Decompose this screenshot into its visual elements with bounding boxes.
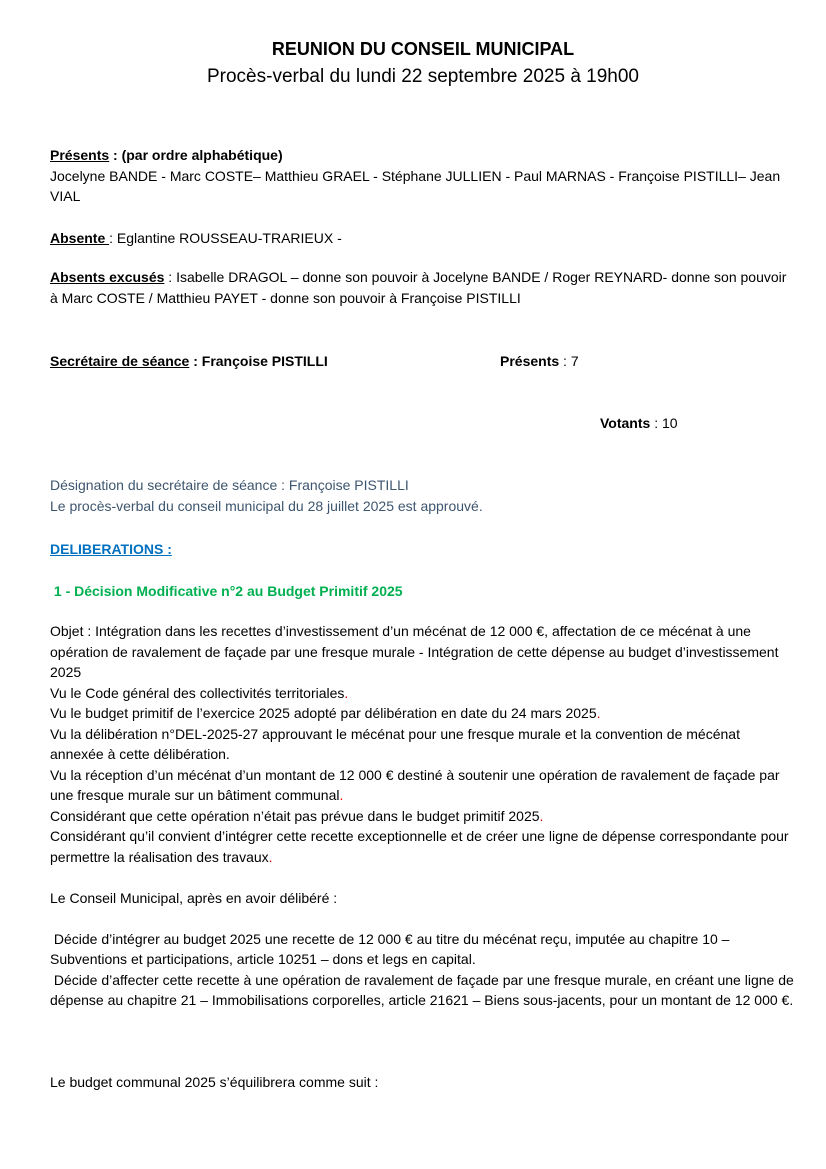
text-run: Le budget communal 2025 s’équilibrera comme suit : [50, 1073, 379, 1090]
paragraph [50, 1072, 796, 1093]
secretary-label: Secrétaire de séance [50, 353, 190, 369]
absents-excuses-label: Absents excusés [50, 269, 165, 285]
secretary-designation-line: Désignation du secrétaire de séance : Françoise PISTILLI [50, 477, 409, 493]
approval-block [50, 475, 796, 516]
text-run: Décide d’affecter cette recette à une opération de ravalement de façade par une fresque murale, en créant une ligne de dépense au chapitre 21 – Immobilisations corporelles, article 21621 – Biens sous-jacents, pour un montant de 12 000 €. [50, 971, 798, 1008]
paragraph [50, 970, 796, 1011]
paragraph [50, 621, 796, 683]
absents-excuses-line [50, 267, 796, 308]
paragraph [50, 724, 796, 765]
paragraph [50, 703, 796, 724]
body-paragraphs [50, 621, 796, 1092]
presents-count-label: Présents [500, 353, 560, 369]
paragraph [50, 765, 796, 806]
text-run: Vu le budget primitif de l’exercice 2025 adopté par délibération en date du 24 mars 2025 [50, 705, 597, 721]
presents-section [50, 145, 796, 207]
text-run: Vu le Code général des collectivités territoriales [50, 684, 345, 701]
votants-label: Votants [600, 414, 651, 431]
text-run: Considérant que cette opération n’était pas prévue dans le budget primitif 2025 [50, 807, 540, 824]
document-title: REUNION DU CONSEIL MUNICIPAL [271, 39, 575, 59]
highlighted-text-run: . [339, 787, 344, 803]
paragraph [50, 929, 796, 970]
secretary-row [50, 351, 796, 372]
text-run: Vu la délibération n°DEL-2025-27 approuvant le mécénat pour une fresque murale et la convention de mécénat annexée à cette délibération. [50, 725, 744, 762]
presents-count [500, 351, 579, 372]
deliberation-item-title: 1 - Décision Modificative n°2 au Budget Primitif 2025 [50, 582, 403, 599]
paragraph [50, 806, 796, 827]
presents-names: Jocelyne BANDE - Marc COSTE– Matthieu GRAEL - Stéphane JULLIEN - Paul MARNAS - Françoise PISTILLI– Jean VIAL [50, 167, 781, 204]
text-run: Décide d’intégrer au budget 2025 une recette de 12 000 € au titre du mécénat reçu, imputée au chapitre 10 – Subventions et participations, article 10251 – dons et legs en capital. [50, 930, 734, 967]
votants-line [600, 413, 796, 434]
document-subtitle: Procès-verbal du lundi 22 septembre 2025 à 19h00 [206, 66, 639, 87]
previous-minutes-approved-line: Le procès-verbal du conseil municipal du 28 juillet 2025 est approuvé. [50, 497, 483, 514]
paragraph [50, 888, 796, 909]
highlighted-text-run: . [596, 705, 601, 721]
presents-count-value: : 7 [559, 353, 579, 369]
absents-excuses-detail: : Isabelle DRAGOL – donne son pouvoir à Jocelyne BANDE / Roger REYNARD- donne son pouvoir à Marc COSTE / Matthieu PAYET - donne son pouvoir à Françoise PISTILLI [50, 269, 787, 306]
votants-value: : 10 [650, 414, 678, 431]
highlighted-text-run: . [344, 684, 349, 701]
text-run: Considérant qu’il convient d’intégrer cette recette exceptionnelle et de créer une ligne de dépense correspondante pour permettre la réalisation des travaux [50, 828, 793, 865]
text-run: Le Conseil Municipal, après en avoir délibéré : [50, 889, 338, 906]
paragraph [50, 826, 796, 867]
absente-line [50, 228, 796, 249]
absente-label: Absente [50, 229, 110, 246]
presents-label: Présents [50, 147, 110, 163]
highlighted-text-run: . [268, 848, 273, 865]
text-run: Vu la réception d’un mécénat d’un montant de 12 000 € destiné à soutenir une opération de ravalement de façade par une fresque murale sur un bâtiment communal [50, 766, 784, 803]
paragraph [50, 683, 796, 704]
presents-order-note: : (par ordre alphabétique) [109, 147, 283, 163]
highlighted-text-run: . [539, 807, 544, 824]
secretary-name: : Françoise PISTILLI [189, 353, 328, 369]
text-run: Objet : Intégration dans les recettes d’investissement d’un mécénat de 12 000 €, affectation de ce mécénat à une opération de ravalement de façade par une fresque murale - Intégration de cette dépense au budget d’investissement 2025 [50, 623, 783, 680]
presents-heading [50, 145, 796, 166]
deliberations-heading: DELIBERATIONS : [50, 541, 172, 557]
absente-name: : Eglantine ROUSSEAU-TRARIEUX - [109, 229, 342, 246]
